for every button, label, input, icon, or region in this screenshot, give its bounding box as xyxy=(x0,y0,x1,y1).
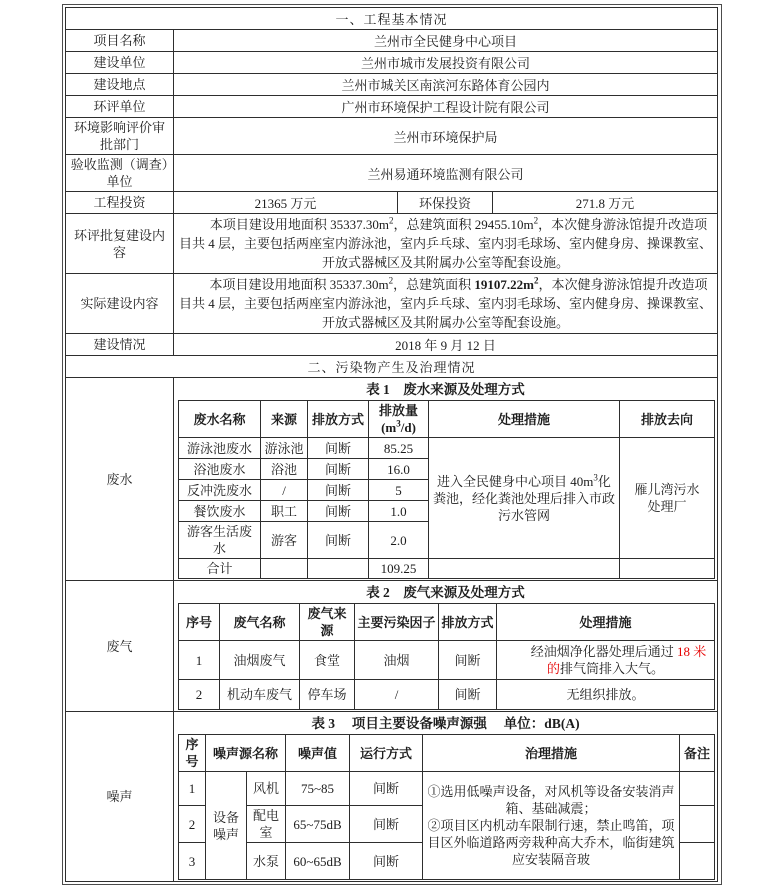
table-row xyxy=(179,641,715,680)
section1-title: 一、工程基本情况 xyxy=(66,8,718,30)
t3-measure-cell xyxy=(423,772,680,880)
t1-measure-seg1: 进入全民健身中心项目 40m xyxy=(437,473,594,489)
field-value-construction-unit: 兰州市城市发展投资有限公司 xyxy=(174,52,718,74)
table1-header-row xyxy=(179,401,715,438)
t2-cell-mode: 间断 xyxy=(439,680,497,710)
table3-title: 表 3 项目主要设备噪声源强 单位：dB(A) xyxy=(311,716,580,731)
t3-note-cell xyxy=(680,772,715,806)
t1-header-qty-label: 排放量 xyxy=(378,403,418,418)
actual-content-row xyxy=(66,274,718,334)
unit-pre: (m xyxy=(381,420,397,435)
unit-post: /d) xyxy=(400,420,416,435)
eia-text-seg1: 本项目建设用地面积 35337.30m xyxy=(209,217,389,232)
gas-section-cell xyxy=(174,581,718,712)
eia-text-seg2: ，总建筑面积 29455.10m xyxy=(393,217,534,232)
t1-cell-name: 反冲洗废水 xyxy=(179,480,261,501)
table-row xyxy=(179,680,715,710)
actual-text-seg1: 本项目建设用地面积 35337.30m xyxy=(209,277,389,292)
actual-text-seg3: ，本次健身游泳馆提升改造项目共 4 层，主要包括两座室内游泳池，室内乒乓球、室内羽毛球场、室内健身房、操课教室、开放式器械区及其附属办公室等配套设施。 xyxy=(179,277,713,330)
field-label-eia-unit: 环评单位 xyxy=(66,96,174,118)
actual-area-value: 19107.22m xyxy=(474,277,534,292)
field-label-project-name: 项目名称 xyxy=(66,30,174,52)
wastewater-section-row xyxy=(66,378,718,581)
t1-cell-qty: 1.0 xyxy=(369,501,429,522)
t3-header-measure: 治理措施 xyxy=(423,735,680,772)
wastewater-table xyxy=(178,400,715,579)
t3-cell-value: 65~75dB xyxy=(286,806,350,843)
t2-header-measure: 处理措施 xyxy=(497,604,715,641)
field-label-env-investment: 环保投资 xyxy=(398,192,493,214)
t2-cell-name: 机动车废气 xyxy=(220,680,300,710)
field-label-status: 建设情况 xyxy=(66,334,174,356)
square-meter-sup: 2 xyxy=(533,215,539,226)
t2-measure-seg2: 排气筒排入大气。 xyxy=(560,661,665,676)
wastewater-section-cell xyxy=(174,378,718,581)
table-row xyxy=(66,96,718,118)
t1-empty-cell xyxy=(429,559,620,579)
t1-cell-source: 游泳池 xyxy=(261,438,308,459)
t1-cell-source: 游客 xyxy=(261,522,308,559)
noise-table xyxy=(178,734,715,880)
table-row xyxy=(66,52,718,74)
gas-section-row xyxy=(66,581,718,712)
row-label-wastewater: 废水 xyxy=(66,378,174,581)
project-investment-value: 21365 万元 xyxy=(174,192,398,214)
row-label-gas: 废气 xyxy=(66,581,174,712)
t3-cell-mode: 间断 xyxy=(350,843,423,880)
eia-approved-content xyxy=(174,214,718,274)
t1-cell-mode: 间断 xyxy=(308,501,369,522)
t3-cell-name: 风机 xyxy=(247,772,286,806)
t3-cell-name: 配电室 xyxy=(247,806,286,843)
t2-header-pollutant: 主要污染因子 xyxy=(355,604,439,641)
field-label-actual-content: 实际建设内容 xyxy=(66,274,174,334)
t2-measure-cell: 无组织排放。 xyxy=(497,680,715,710)
t3-measure-item1: ①选用低噪声设备，对风机等设备安装消声箱、基础减震； xyxy=(427,784,675,816)
field-value-eia-unit: 广州市环境保护工程设计院有限公司 xyxy=(174,96,718,118)
t1-empty-cell xyxy=(620,559,715,579)
field-label-location: 建设地点 xyxy=(66,74,174,96)
square-meter-sup: 2 xyxy=(388,275,394,286)
table-row xyxy=(66,118,718,155)
t1-header-dest: 排放去向 xyxy=(620,401,715,438)
t1-total-label: 合计 xyxy=(179,559,261,579)
t1-cell-name: 浴池废水 xyxy=(179,459,261,480)
actual-area-bold xyxy=(474,277,538,292)
t2-cell-pollutant: 油烟 xyxy=(355,641,439,680)
table2-title: 表 2 废气来源及处理方式 xyxy=(366,585,525,600)
t2-cell-pollutant: / xyxy=(355,680,439,710)
t1-header-qty-unit xyxy=(381,420,416,435)
t1-empty-cell xyxy=(261,559,308,579)
t2-measure-seg1: 经油烟净化器处理后通过 xyxy=(530,644,677,659)
table-row xyxy=(66,30,718,52)
section1-header-row xyxy=(66,8,718,30)
t2-measure-red-text: 18 米的 xyxy=(546,644,707,676)
field-label-approval-dept: 环境影响评价审批部门 xyxy=(66,118,174,155)
t2-cell-source: 食堂 xyxy=(300,641,355,680)
main-table xyxy=(65,7,718,882)
t2-header-no: 序号 xyxy=(179,604,220,641)
actual-content xyxy=(174,274,718,334)
t1-cell-mode: 间断 xyxy=(308,480,369,501)
t1-dest-cell: 雁儿湾污水处理厂 xyxy=(620,438,715,559)
t3-cell-value: 60~65dB xyxy=(286,843,350,880)
row-label-noise: 噪声 xyxy=(66,712,174,882)
cubic-meter-sup: 3 xyxy=(593,472,598,483)
document-page-border xyxy=(62,4,722,885)
t1-cell-source: / xyxy=(261,480,308,501)
table2-header-row xyxy=(179,604,715,641)
table-row xyxy=(66,74,718,96)
t1-cell-mode: 间断 xyxy=(308,459,369,480)
t3-cell-mode: 间断 xyxy=(350,772,423,806)
t1-measure-seg2: 化粪池，经化粪池处理后排入市政污水管网 xyxy=(432,473,615,523)
t3-measure-item2: ②项目区内机动车限制行速，禁止鸣笛，项目区外临道路两旁栽种高大乔木，临街建筑应安装隔音玻 xyxy=(427,818,675,867)
t1-cell-name: 游泳池废水 xyxy=(179,438,261,459)
t1-cell-name: 餐饮废水 xyxy=(179,501,261,522)
square-meter-sup: 2 xyxy=(533,275,539,286)
t1-cell-qty: 2.0 xyxy=(369,522,429,559)
t1-cell-mode: 间断 xyxy=(308,522,369,559)
field-label-eia-approved-content: 环评批复建设内容 xyxy=(66,214,174,274)
table-row xyxy=(179,772,715,806)
t2-cell-mode: 间断 xyxy=(439,641,497,680)
actual-text-seg2: ，总建筑面积 xyxy=(393,277,475,292)
t3-cell-mode: 间断 xyxy=(350,806,423,843)
field-label-project-investment: 工程投资 xyxy=(66,192,174,214)
t3-header-value: 噪声值 xyxy=(286,735,350,772)
t2-header-mode: 排放方式 xyxy=(439,604,497,641)
table1-total-row xyxy=(179,559,715,579)
t3-header-name: 噪声源名称 xyxy=(206,735,286,772)
t2-cell-no: 1 xyxy=(179,641,220,680)
t1-header-qty xyxy=(369,401,429,438)
t2-header-source: 废气来源 xyxy=(300,604,355,641)
env-investment-value: 271.8 万元 xyxy=(493,192,718,214)
status-row xyxy=(66,334,718,356)
t1-cell-qty: 16.0 xyxy=(369,459,429,480)
t1-cell-source: 浴池 xyxy=(261,459,308,480)
table1-title: 表 1 废水来源及处理方式 xyxy=(366,382,525,397)
t2-cell-no: 2 xyxy=(179,680,220,710)
noise-section-row xyxy=(66,712,718,882)
t2-cell-source: 停车场 xyxy=(300,680,355,710)
table-row xyxy=(179,438,715,459)
table-row xyxy=(66,155,718,192)
t2-header-name: 废气名称 xyxy=(220,604,300,641)
t2-measure-cell xyxy=(497,641,715,680)
t1-cell-name: 游客生活废水 xyxy=(179,522,261,559)
cubic-meter-sup: 3 xyxy=(396,418,401,429)
t3-group-label: 设备噪声 xyxy=(206,772,247,880)
t3-cell-name: 水泵 xyxy=(247,843,286,880)
t1-measure-cell xyxy=(429,438,620,559)
t1-header-mode: 排放方式 xyxy=(308,401,369,438)
t3-cell-no: 1 xyxy=(179,772,206,806)
t3-header-note: 备注 xyxy=(680,735,715,772)
table3-header-row xyxy=(179,735,715,772)
noise-section-cell xyxy=(174,712,718,882)
t1-cell-source: 职工 xyxy=(261,501,308,522)
t1-header-measure: 处理措施 xyxy=(429,401,620,438)
eia-text-seg3: ，本次健身游泳馆提升改造项目共 4 层，主要包括两座室内游泳池，室内乒乓球、室内羽毛球场、室内健身房、操课教室、开放式器械区及其附属办公室等配套设施。 xyxy=(179,217,713,270)
field-value-project-name: 兰州市全民健身中心项目 xyxy=(174,30,718,52)
square-meter-sup: 2 xyxy=(389,215,394,226)
eia-approved-content-row xyxy=(66,214,718,274)
field-value-location: 兰州市城关区南滨河东路体育公园内 xyxy=(174,74,718,96)
t3-cell-value: 75~85 xyxy=(286,772,350,806)
t1-cell-qty: 85.25 xyxy=(369,438,429,459)
t1-header-source: 来源 xyxy=(261,401,308,438)
t3-cell-no: 2 xyxy=(179,806,206,843)
investment-row xyxy=(66,192,718,214)
t3-cell-no: 3 xyxy=(179,843,206,880)
t2-cell-name: 油烟废气 xyxy=(220,641,300,680)
t1-header-name: 废水名称 xyxy=(179,401,261,438)
status-date: 2018 年 9 月 12 日 xyxy=(174,334,718,356)
t1-total-qty: 109.25 xyxy=(369,559,429,579)
field-value-monitor-unit: 兰州易通环境监测有限公司 xyxy=(174,155,718,192)
t1-empty-cell xyxy=(308,559,369,579)
t1-cell-qty: 5 xyxy=(369,480,429,501)
t1-cell-mode: 间断 xyxy=(308,438,369,459)
gas-table xyxy=(178,603,715,710)
t3-note-cell xyxy=(680,843,715,880)
field-label-construction-unit: 建设单位 xyxy=(66,52,174,74)
section2-header-row xyxy=(66,356,718,378)
t3-header-mode: 运行方式 xyxy=(350,735,423,772)
t3-note-cell xyxy=(680,806,715,843)
field-value-approval-dept: 兰州市环境保护局 xyxy=(174,118,718,155)
t3-header-no: 序号 xyxy=(179,735,206,772)
section2-title: 二、污染物产生及治理情况 xyxy=(66,356,718,378)
field-label-monitor-unit: 验收监测（调查）单位 xyxy=(66,155,174,192)
